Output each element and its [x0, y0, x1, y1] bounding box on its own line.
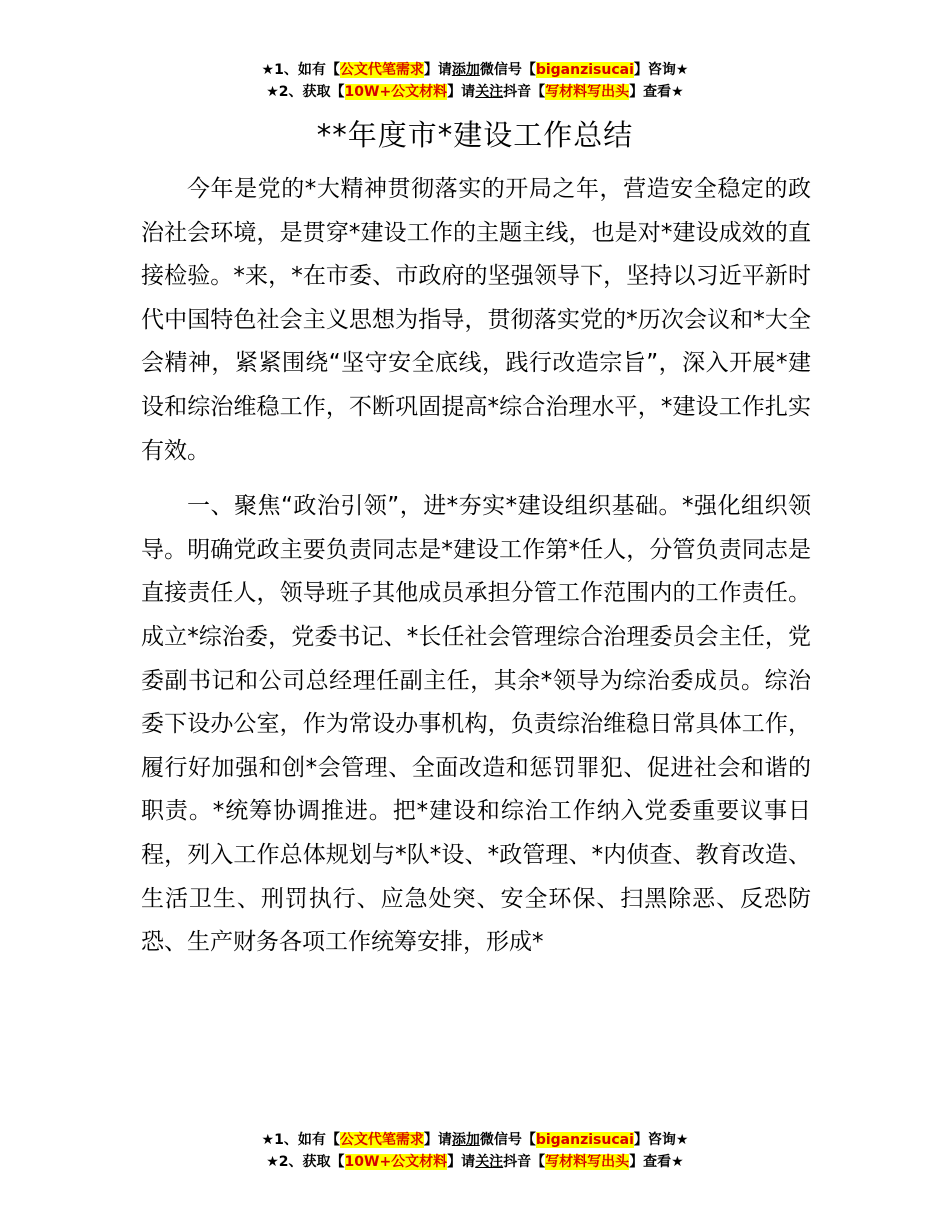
- banner-text: 抖音【: [503, 1154, 546, 1170]
- banner-highlight-douyin-id: 写材料写出头: [545, 1154, 630, 1170]
- paragraph-intro: 今年是党的*大精神贯彻落实的开局之年，营造安全稳定的政治社会环境，是贯穿*建设工作的主题主线，也是对*建设成效的直接检验。*来，*在市委、市政府的坚强领导下，坚持以习近平新时代中国特色社会主义思想为指导，贯彻落实党的*历次会议和*大全会精神，紧紧围绕“坚守安全底线，践行改造宗旨”，深入开展*建设和综治维稳工作，不断巩固提高*综合治理水平，*建设工作扎实有效。: [141, 176, 811, 464]
- banner-text: 微信号【: [479, 62, 536, 78]
- footer-banner: [0, 1129, 950, 1173]
- document-body: [141, 168, 811, 965]
- banner-text: 】请: [447, 84, 476, 100]
- banner-line-2: [0, 1151, 950, 1173]
- banner-text: ★1、如有【: [261, 1132, 340, 1148]
- banner-highlight-douyin-id: 写材料写出头: [545, 84, 630, 100]
- header-banner: [0, 59, 950, 103]
- banner-text: 微信号【: [479, 1132, 536, 1148]
- banner-text: 抖音【: [503, 84, 546, 100]
- banner-line-1: [0, 1129, 950, 1151]
- banner-emphasis: 添加: [451, 1132, 480, 1148]
- banner-text: 】请: [423, 62, 452, 78]
- banner-text: ★1、如有【: [261, 62, 340, 78]
- document-title: **年度市*建设工作总结: [316, 118, 634, 152]
- banner-line-2: [0, 81, 950, 103]
- banner-text: 】咨询★: [633, 62, 689, 78]
- banner-emphasis: 关注: [475, 84, 504, 100]
- banner-highlight-materials: 10W+公文材料: [344, 1154, 448, 1170]
- paragraph-section-1: 一、聚焦“政治引领”，进*夯实*建设组织基础。*强化组织领导。明确党政主要负责同志是*建设工作第*任人，分管负责同志是直接责任人，领导班子其他成员承担分管工作范围内的工作责任。成立*综治委，党委书记、*长任社会管理综合治理委员会主任，党委副书记和公司总经理任副主任，其余*领导为综治委成员。综治委下设办公室，作为常设办事机构，负责综治维稳日常具体工作，履行好加强和创*会管理、全面改造和惩罚罪犯、促进社会和谐的职责。*统筹协调推进。把*建设和综治工作纳入党委重要议事日程，列入工作总体规划与*队*设、*政管理、*内侦查、教育改造、生活卫生、刑罚执行、应急处突、安全环保、扫黑除恶、反恐防恐、生产财务各项工作统筹安排，形成*: [141, 493, 811, 956]
- banner-emphasis: 添加: [451, 62, 480, 78]
- banner-highlight-wechat-id: biganzisucai: [535, 1132, 634, 1148]
- banner-text: ★2、获取【: [266, 1154, 345, 1170]
- banner-highlight-service: 公文代笔需求: [339, 1132, 424, 1148]
- banner-text: 】请: [423, 1132, 452, 1148]
- banner-emphasis: 关注: [475, 1154, 504, 1170]
- banner-highlight-service: 公文代笔需求: [339, 62, 424, 78]
- banner-highlight-wechat-id: biganzisucai: [535, 62, 634, 78]
- banner-text: 】查看★: [629, 84, 684, 100]
- banner-line-1: [0, 59, 950, 81]
- banner-text: 】查看★: [629, 1154, 684, 1170]
- banner-text: 】请: [447, 1154, 476, 1170]
- banner-highlight-materials: 10W+公文材料: [344, 84, 448, 100]
- banner-text: 】咨询★: [633, 1132, 689, 1148]
- banner-text: ★2、获取【: [266, 84, 345, 100]
